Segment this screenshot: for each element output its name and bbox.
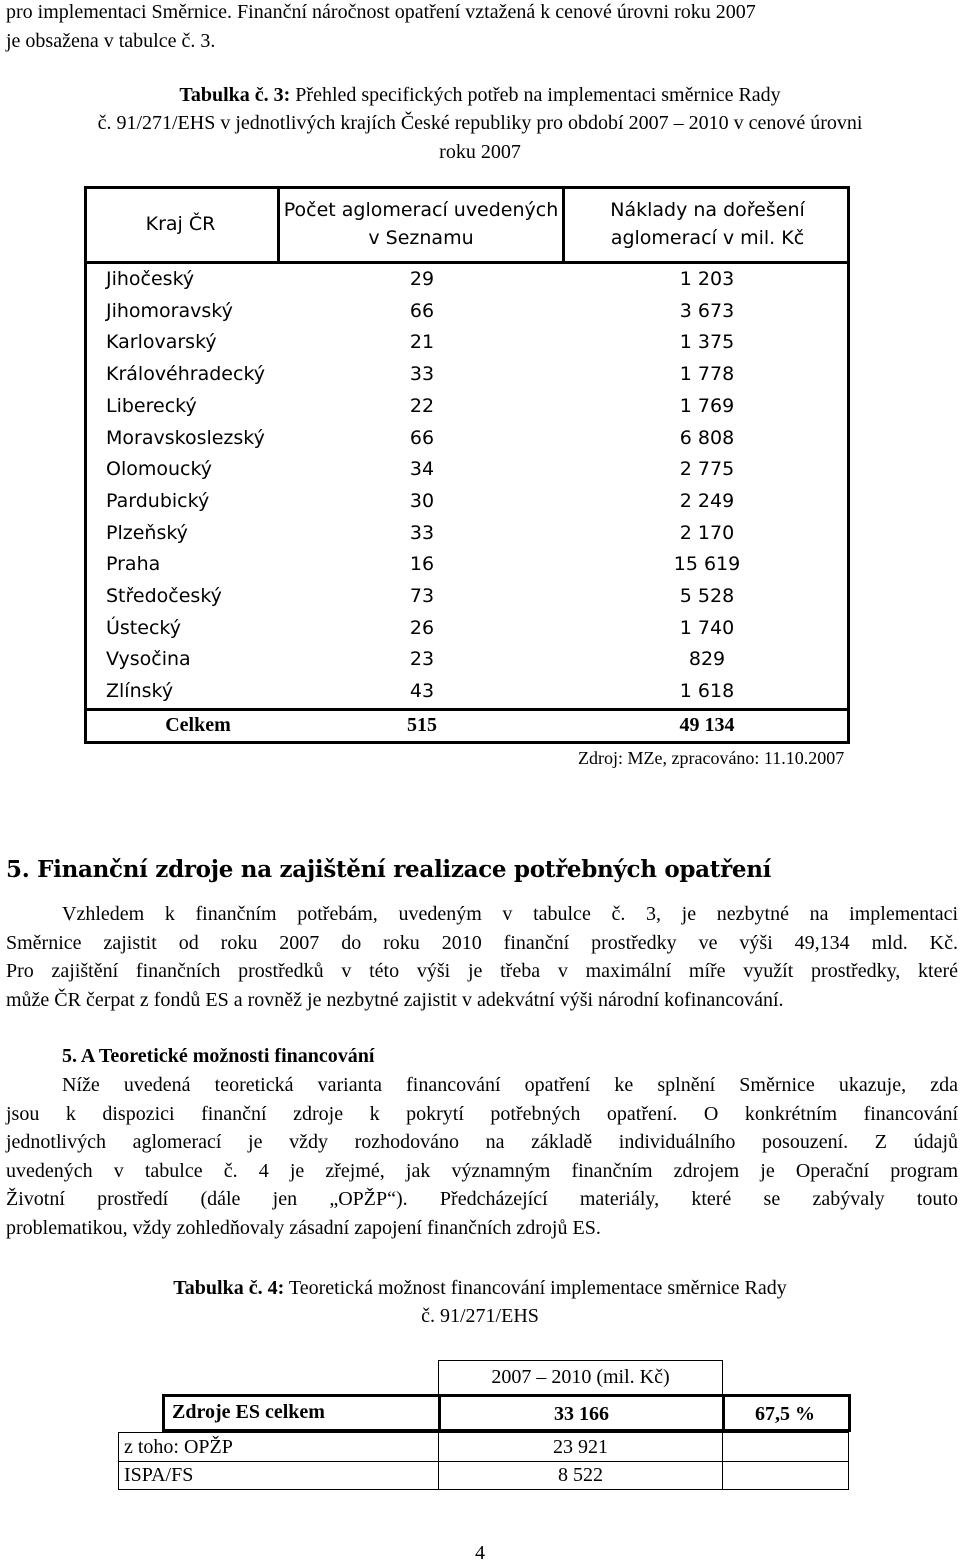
table3-region-cell: Plzeňský bbox=[106, 521, 188, 544]
table3-count-cell: 34 bbox=[409, 458, 435, 481]
intro-line-2: je obsažena v tabulce č. 3. bbox=[6, 30, 216, 52]
table4-row-2-value: 23 921 bbox=[553, 1436, 608, 1458]
section5a-heading: 5. A Teoretické možnosti financování bbox=[62, 1045, 375, 1067]
table3-count-cell: 33 bbox=[409, 521, 435, 544]
table3-total-label: Celkem bbox=[165, 714, 231, 736]
table3-row bbox=[84, 296, 850, 328]
table3-row bbox=[84, 423, 850, 455]
table4-row-1-label: Zdroje ES celkem bbox=[172, 1401, 325, 1423]
table3-row bbox=[84, 518, 850, 550]
table3-row bbox=[84, 486, 850, 518]
table3-cost-cell: 2 170 bbox=[679, 521, 735, 544]
table3-row bbox=[84, 613, 850, 645]
table3-count-cell: 66 bbox=[409, 299, 435, 322]
table3-row bbox=[84, 549, 850, 581]
table4-caption-line-1: Tabulka č. 4: Teoretická možnost financování implementace směrnice Rady bbox=[173, 1277, 787, 1299]
table3-region-cell: Vysočina bbox=[106, 648, 191, 671]
table3-count-cell: 29 bbox=[409, 268, 435, 290]
intro-line-1: pro implementaci Směrnice. Finanční náročnost opatření vztažená k cenové úrovni roku 2007 bbox=[6, 1, 756, 23]
table3-caption-label: Tabulka č. 3: bbox=[179, 84, 291, 106]
table3-region-cell: Olomoucký bbox=[106, 458, 213, 481]
page-number: 4 bbox=[475, 1542, 485, 1564]
table4-row-2-label: z toho: OPŽP bbox=[124, 1436, 233, 1458]
table3-cost-cell: 3 673 bbox=[679, 299, 735, 322]
table3-header-region: Kraj ČR bbox=[145, 213, 216, 235]
table3-cost-cell: 5 528 bbox=[679, 585, 735, 607]
table3-cost-cell: 1 375 bbox=[679, 331, 735, 354]
table3-cost-cell: 1 618 bbox=[679, 680, 735, 703]
table3-region-cell: Praha bbox=[106, 553, 161, 576]
table3-cost-cell: 15 619 bbox=[673, 553, 741, 576]
table3-total-count: 515 bbox=[407, 714, 437, 736]
table3-row bbox=[84, 391, 850, 423]
table3-caption-line-2: č. 91/271/EHS v jednotlivých krajích České republiky pro období 2007 – 2010 v cenové úrovni bbox=[97, 112, 863, 134]
table4-caption-line-2: č. 91/271/EHS bbox=[421, 1305, 539, 1327]
table4-header-left-line bbox=[438, 1360, 439, 1396]
table4-header-top-line bbox=[438, 1360, 723, 1361]
table3-caption-line-1: Tabulka č. 3: Přehled specifických potřeb na implementaci směrnice Rady bbox=[179, 84, 781, 106]
table3-header-cost: Náklady na dořešení aglomerací v mil. Kč bbox=[610, 199, 805, 249]
table3-cost-cell: 1 740 bbox=[679, 616, 735, 639]
table3-count-cell: 21 bbox=[409, 331, 435, 354]
table3-count-cell: 43 bbox=[409, 680, 435, 703]
table3-region-cell: Ústecký bbox=[106, 616, 181, 639]
table3-row bbox=[84, 327, 850, 359]
table3-caption-line-3: roku 2007 bbox=[439, 141, 521, 163]
table3-region-cell: Moravskoslezský bbox=[106, 426, 265, 449]
table3-cost-cell: 829 bbox=[688, 648, 726, 671]
section5a-paragraph: Níže uvedená teoretická varianta financování opatření ke splnění Směrnice ukazuje, zda jsou k dispozici finanční zdroje k pokrytí potřebných opatření. O konkrétním financování jednotlivých aglomerací je vždy rozhodováno na základě individuálního posouzení. Z údajů uvedených v tabulce č. 4 je zřejmé, jak významným finančním zdrojem je Operační program Životní prostředí (dále jen „OPŽP“). Předcházející materiály, které se zabývaly touto problematikou, vždy zohledňovaly zásadní zapojení finančních zdrojů ES. bbox=[6, 1074, 958, 1239]
table3-cost-cell: 1 778 bbox=[679, 363, 735, 386]
table3-cost-cell: 6 808 bbox=[679, 426, 735, 449]
table3-count-cell: 23 bbox=[409, 648, 435, 671]
table3-region-cell: Středočeský bbox=[106, 585, 222, 607]
section5-paragraph: Vzhledem k finančním potřebám, uvedeným v tabulce č. 3, je nezbytné na implementaci Směrnice zajistit od roku 2007 do roku 2010 finanční prostředky ve výši 49,134 mld. Kč. Pro zajištění finančních prostředků v této výši je třeba v maximální míře využít prostředky, které může ČR čerpat z fondů ES a rovněž je nezbytné zajistit v adekvátní výši národní kofinancování. bbox=[6, 903, 958, 1011]
table4-row-1-value: 33 166 bbox=[554, 1403, 609, 1425]
table3-count-cell: 16 bbox=[409, 553, 435, 576]
table3-cost-cell: 1 203 bbox=[679, 268, 735, 290]
table3-count-cell: 30 bbox=[409, 489, 435, 512]
table3-region-cell: Jihomoravský bbox=[106, 299, 233, 322]
table3-source: Zdroj: MZe, zpracováno: 11.10.2007 bbox=[578, 748, 845, 768]
table3-row bbox=[84, 644, 850, 676]
table3-row bbox=[84, 454, 850, 486]
section5-heading: 5. Finanční zdroje na zajištění realizace potřebných opatření bbox=[6, 856, 772, 883]
table3-cost-cell: 2 775 bbox=[679, 458, 735, 481]
table3-row bbox=[84, 359, 850, 391]
table3-row bbox=[84, 581, 850, 613]
table3-count-cell: 22 bbox=[409, 394, 435, 417]
table4-header-right-line bbox=[722, 1360, 723, 1396]
table4-header-period: 2007 – 2010 (mil. Kč) bbox=[491, 1366, 670, 1388]
table3-row bbox=[84, 676, 850, 708]
table3-cost-cell: 1 769 bbox=[679, 394, 735, 417]
table3-cost-cell: 2 249 bbox=[679, 489, 735, 512]
table4-caption-label: Tabulka č. 4: bbox=[173, 1277, 285, 1299]
table3-region-cell: Královéhradecký bbox=[106, 363, 266, 386]
table3-row bbox=[84, 264, 850, 296]
table4-row-3-value: 8 522 bbox=[558, 1464, 603, 1486]
table3-region-cell: Pardubický bbox=[106, 489, 210, 512]
table3-count-cell: 26 bbox=[409, 616, 435, 639]
table3-region-cell: Zlínský bbox=[106, 680, 174, 703]
table4-row-1-share: 67,5 % bbox=[755, 1403, 815, 1425]
regional-needs-table bbox=[84, 186, 850, 744]
table3-count-cell: 73 bbox=[409, 585, 435, 607]
table3-region-cell: Liberecký bbox=[106, 394, 197, 417]
table3-total-row bbox=[84, 710, 850, 742]
table4-row-3-label: ISPA/FS bbox=[124, 1464, 194, 1486]
table3-header-count: Počet aglomerací uvedených v Seznamu bbox=[283, 199, 559, 249]
table3-count-cell: 33 bbox=[409, 363, 435, 386]
financing-table bbox=[118, 1360, 849, 1490]
table3-region-cell: Karlovarský bbox=[106, 331, 217, 354]
table3-count-cell: 66 bbox=[409, 426, 435, 449]
table3-region-cell: Jihočeský bbox=[106, 268, 195, 290]
table3-total-cost: 49 134 bbox=[679, 714, 735, 736]
table4-bottom-line bbox=[118, 1489, 849, 1490]
